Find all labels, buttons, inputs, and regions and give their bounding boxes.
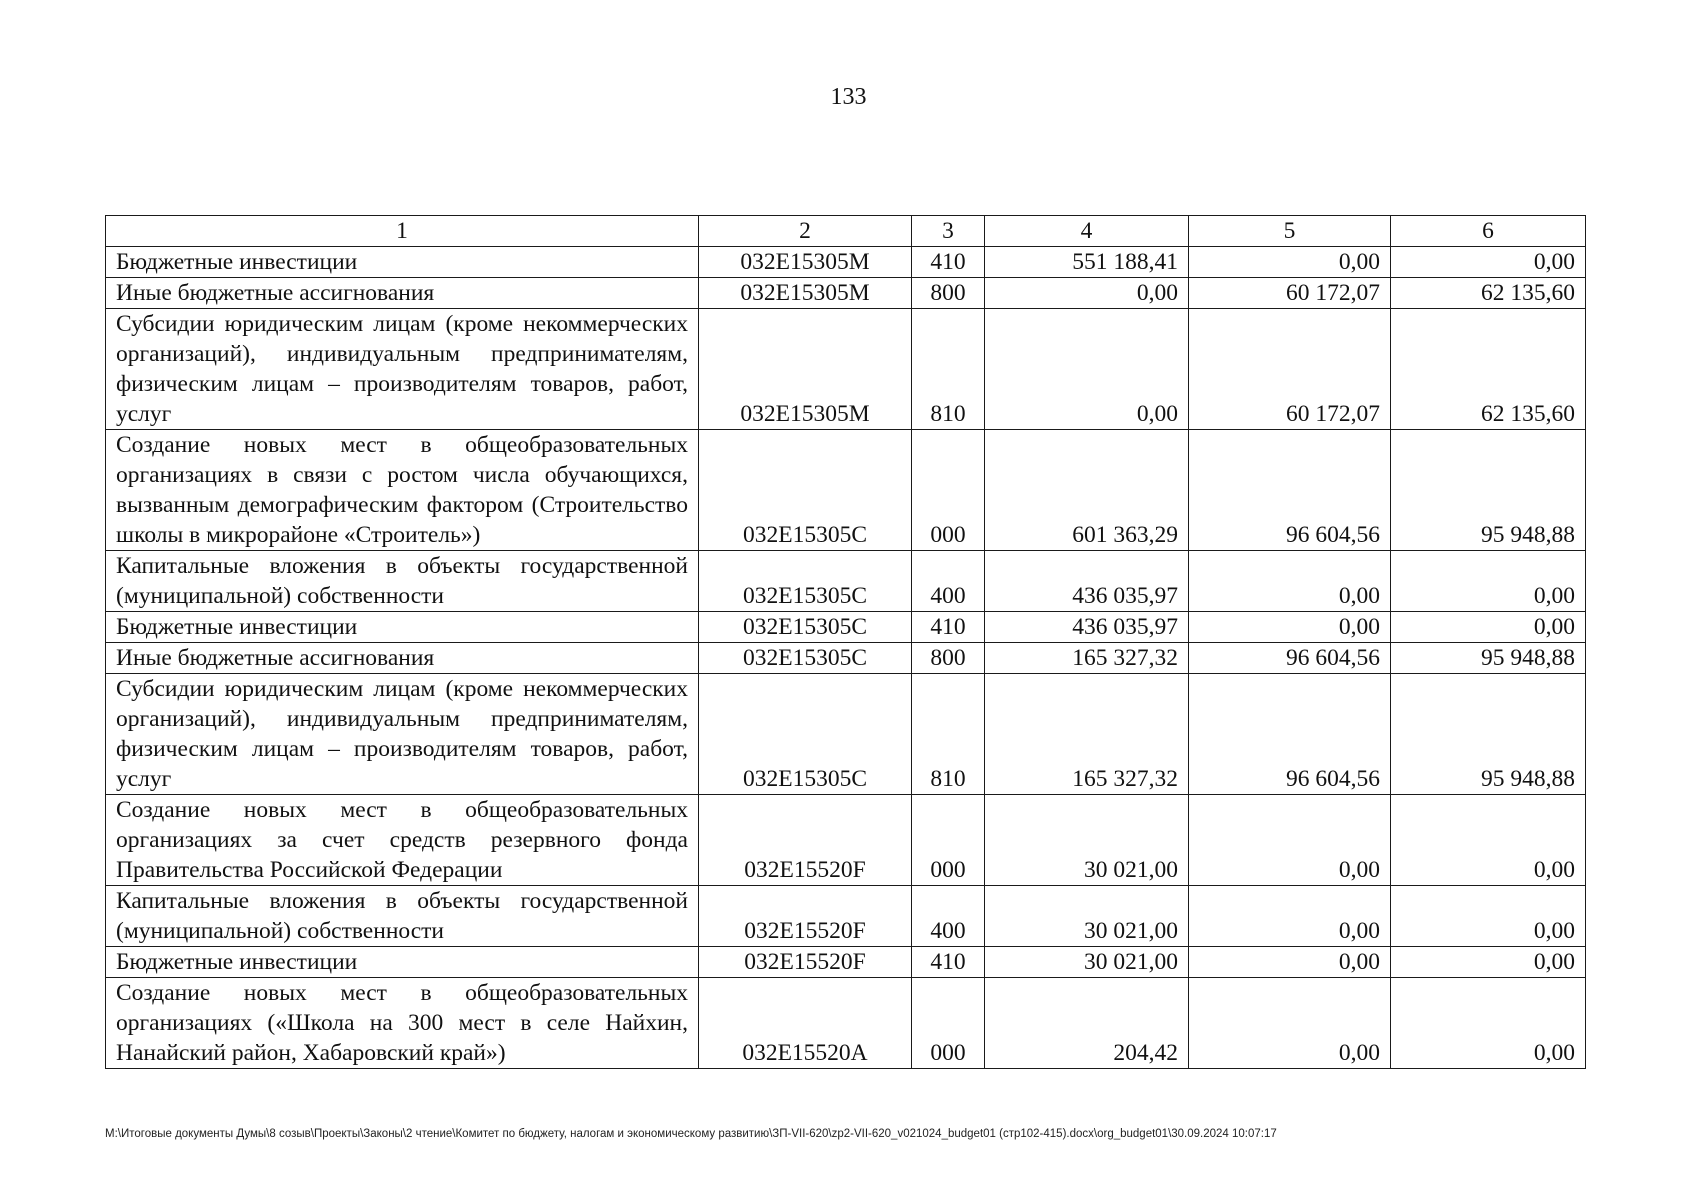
amount-col5: 0,00 — [1189, 886, 1391, 947]
column-header: 2 — [699, 216, 912, 247]
expense-type-code: 410 — [912, 247, 985, 278]
expense-name: Бюджетные инвестиции — [106, 247, 699, 278]
expense-type-code: 800 — [912, 643, 985, 674]
column-header: 5 — [1189, 216, 1391, 247]
target-article-code: 032E15520A — [699, 978, 912, 1069]
table-row — [106, 643, 1586, 674]
amount-col6: 62 135,60 — [1391, 278, 1586, 309]
column-header: 6 — [1391, 216, 1586, 247]
amount-col5: 60 172,07 — [1189, 278, 1391, 309]
expense-name: Создание новых мест в общеобразовательных организациях за счет средств резервного фонда Правительства Российской Федерации — [106, 795, 699, 886]
target-article-code: 032E15520F — [699, 886, 912, 947]
expense-type-code: 810 — [912, 674, 985, 795]
amount-col4: 30 021,00 — [985, 886, 1189, 947]
amount-col6: 95 948,88 — [1391, 430, 1586, 551]
amount-col4: 204,42 — [985, 978, 1189, 1069]
table-row — [106, 247, 1586, 278]
amount-col4: 165 327,32 — [985, 674, 1189, 795]
target-article-code: 032E15305M — [699, 309, 912, 430]
amount-col4: 0,00 — [985, 309, 1189, 430]
expense-type-code: 000 — [912, 978, 985, 1069]
target-article-code: 032E15520F — [699, 795, 912, 886]
expense-name: Бюджетные инвестиции — [106, 947, 699, 978]
amount-col4: 601 363,29 — [985, 430, 1189, 551]
expense-name: Иные бюджетные ассигнования — [106, 643, 699, 674]
table-row — [106, 795, 1586, 886]
amount-col5: 96 604,56 — [1189, 674, 1391, 795]
target-article-code: 032E15305C — [699, 430, 912, 551]
amount-col6: 0,00 — [1391, 886, 1586, 947]
expense-type-code: 400 — [912, 551, 985, 612]
column-header: 4 — [985, 216, 1189, 247]
page-number: 133 — [830, 84, 867, 110]
expense-name: Иные бюджетные ассигнования — [106, 278, 699, 309]
target-article-code: 032E15305C — [699, 612, 912, 643]
document-path-footer: M:\Итоговые документы Думы\8 созыв\Проекты\Законы\2 чтение\Комитет по бюджету, налогам и экономическому развитию\ЗП-VII-620\zp2-VII-620_v021024_budget01 (стр102-415).docx\org_budget01\30.09.2024 10:07:17 — [105, 1128, 1277, 1140]
target-article-code: 032E15305M — [699, 278, 912, 309]
amount-col4: 551 188,41 — [985, 247, 1189, 278]
expense-name: Бюджетные инвестиции — [106, 612, 699, 643]
table-row — [106, 430, 1586, 551]
amount-col5: 0,00 — [1189, 551, 1391, 612]
expense-type-code: 000 — [912, 795, 985, 886]
amount-col5: 0,00 — [1189, 947, 1391, 978]
expense-type-code: 800 — [912, 278, 985, 309]
table-row — [106, 551, 1586, 612]
expense-name: Субсидии юридическим лицам (кроме некоммерческих организаций), индивидуальным предпринимателям, физическим лицам – производителям товаров, работ, услуг — [106, 309, 699, 430]
target-article-code: 032E15305C — [699, 674, 912, 795]
amount-col6: 0,00 — [1391, 612, 1586, 643]
expense-name: Создание новых мест в общеобразовательных организациях («Школа на 300 мест в селе Найхин, Нанайский район, Хабаровский край») — [106, 978, 699, 1069]
table-row — [106, 978, 1586, 1069]
amount-col4: 0,00 — [985, 278, 1189, 309]
column-header: 3 — [912, 216, 985, 247]
amount-col4: 30 021,00 — [985, 947, 1189, 978]
target-article-code: 032E15305C — [699, 643, 912, 674]
expense-name: Субсидии юридическим лицам (кроме некоммерческих организаций), индивидуальным предпринимателям, физическим лицам – производителям товаров, работ, услуг — [106, 674, 699, 795]
column-header: 1 — [106, 216, 699, 247]
amount-col6: 0,00 — [1391, 947, 1586, 978]
target-article-code: 032E15520F — [699, 947, 912, 978]
amount-col5: 0,00 — [1189, 247, 1391, 278]
amount-col4: 436 035,97 — [985, 612, 1189, 643]
expense-name: Капитальные вложения в объекты государственной (муниципальной) собственности — [106, 886, 699, 947]
amount-col5: 0,00 — [1189, 612, 1391, 643]
amount-col4: 165 327,32 — [985, 643, 1189, 674]
table-row — [106, 278, 1586, 309]
amount-col4: 30 021,00 — [985, 795, 1189, 886]
amount-col6: 62 135,60 — [1391, 309, 1586, 430]
budget-table — [105, 215, 1586, 1069]
expense-type-code: 410 — [912, 612, 985, 643]
table-row — [106, 309, 1586, 430]
table-header-row — [106, 216, 1586, 247]
expense-type-code: 400 — [912, 886, 985, 947]
amount-col5: 96 604,56 — [1189, 643, 1391, 674]
amount-col5: 0,00 — [1189, 978, 1391, 1069]
expense-type-code: 810 — [912, 309, 985, 430]
table-row — [106, 886, 1586, 947]
target-article-code: 032E15305C — [699, 551, 912, 612]
amount-col4: 436 035,97 — [985, 551, 1189, 612]
table-row — [106, 674, 1586, 795]
expense-name: Капитальные вложения в объекты государственной (муниципальной) собственности — [106, 551, 699, 612]
expense-type-code: 410 — [912, 947, 985, 978]
amount-col5: 96 604,56 — [1189, 430, 1391, 551]
amount-col5: 0,00 — [1189, 795, 1391, 886]
amount-col6: 0,00 — [1391, 978, 1586, 1069]
amount-col6: 0,00 — [1391, 795, 1586, 886]
expense-name: Создание новых мест в общеобразовательных организациях в связи с ростом числа обучающихся, вызванным демографическим фактором (Строительство школы в микрорайоне «Строитель») — [106, 430, 699, 551]
amount-col6: 95 948,88 — [1391, 674, 1586, 795]
amount-col5: 60 172,07 — [1189, 309, 1391, 430]
table-row — [106, 612, 1586, 643]
amount-col6: 95 948,88 — [1391, 643, 1586, 674]
table-row — [106, 947, 1586, 978]
target-article-code: 032E15305M — [699, 247, 912, 278]
amount-col6: 0,00 — [1391, 551, 1586, 612]
expense-type-code: 000 — [912, 430, 985, 551]
amount-col6: 0,00 — [1391, 247, 1586, 278]
